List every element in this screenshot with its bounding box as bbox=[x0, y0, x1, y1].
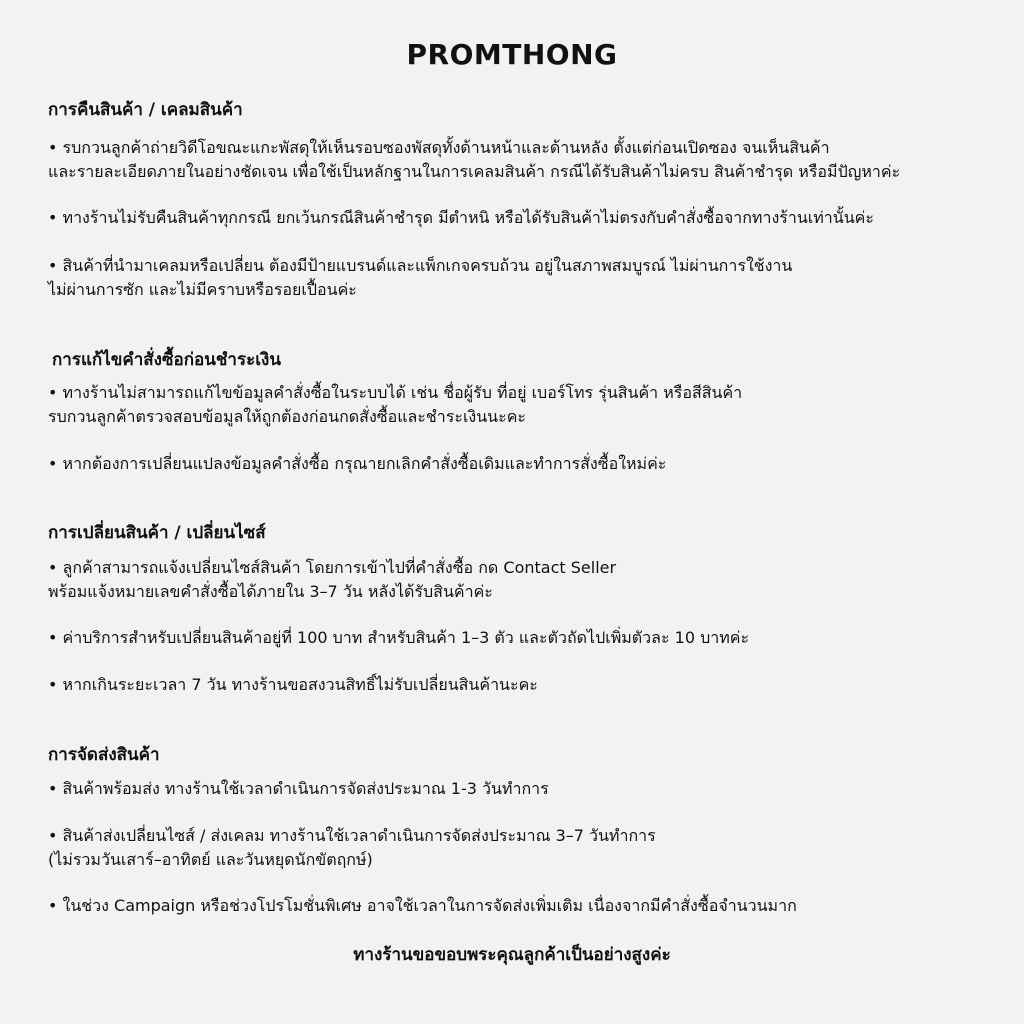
paragraph-line: • หากต้องการเปลี่ยนแปลงข้อมูลคำสั่งซื้อ กรุณายกเลิกคำสั่งซื้อเดิมและทำการสั่งซื้อใหม่ค่ะ bbox=[48, 454, 667, 473]
brand-title: PROMTHONG bbox=[406, 38, 618, 71]
returns-paragraph-video bbox=[48, 136, 900, 184]
shipping-paragraph-ready-stock bbox=[48, 777, 549, 801]
paragraph-line: • สินค้าที่นำมาเคลมหรือเปลี่ยน ต้องมีป้ายแบรนด์และแพ็กเกจครบถ้วน อยู่ในสภาพสมบูรณ์ ไม่ผ่านการใช้งาน bbox=[48, 256, 793, 275]
paragraph-line: • ค่าบริการสำหรับเปลี่ยนสินค้าอยู่ที่ 100 บาท สำหรับสินค้า 1–3 ตัว และตัวถัดไปเพิ่มตัวละ 10 บาทค่ะ bbox=[48, 628, 750, 647]
shipping-paragraph-exchange-claim bbox=[48, 824, 656, 872]
paragraph-line: • หากเกินระยะเวลา 7 วัน ทางร้านขอสงวนสิทธิ์ไม่รับเปลี่ยนสินค้านะคะ bbox=[48, 675, 538, 694]
section-heading-returns: การคืนสินค้า / เคลมสินค้า bbox=[48, 100, 243, 120]
returns-paragraph-condition bbox=[48, 254, 792, 302]
exchange-paragraph-how bbox=[48, 556, 616, 604]
paragraph-line: • รบกวนลูกค้าถ่ายวิดีโอขณะแกะพัสดุให้เห็นรอบซองพัสดุทั้งด้านหน้าและด้านหลัง ตั้งแต่ก่อนเปิดซอง จนเห็นสินค้า bbox=[48, 138, 830, 157]
exchange-paragraph-fee bbox=[48, 626, 749, 650]
section-heading-exchange: การเปลี่ยนสินค้า / เปลี่ยนไซส์ bbox=[48, 523, 266, 543]
paragraph-line: • ลูกค้าสามารถแจ้งเปลี่ยนไซส์สินค้า โดยการเข้าไปที่คำสั่งซื้อ กด Contact Seller bbox=[48, 558, 617, 577]
paragraph-line: พร้อมแจ้งหมายเลขคำสั่งซื้อได้ภายใน 3–7 วัน หลังได้รับสินค้าค่ะ bbox=[48, 582, 493, 601]
section-heading-shipping: การจัดส่งสินค้า bbox=[48, 745, 160, 765]
shipping-paragraph-campaign bbox=[48, 894, 797, 918]
paragraph-line: และรายละเอียดภายในอย่างชัดเจน เพื่อใช้เป็นหลักฐานในการเคลมสินค้า กรณีได้รับสินค้าไม่ครบ สินค้าชำรุด หรือมีปัญหาค่ะ bbox=[48, 162, 901, 181]
thank-you-footer: ทางร้านขอขอบพระคุณลูกค้าเป็นอย่างสูงค่ะ bbox=[353, 945, 671, 965]
section-heading-order-edit: การแก้ไขคำสั่งซื้อก่อนชำระเงิน bbox=[52, 350, 281, 370]
paragraph-line: รบกวนลูกค้าตรวจสอบข้อมูลให้ถูกต้องก่อนกดสั่งซื้อและชำระเงินนะคะ bbox=[48, 407, 527, 426]
exchange-paragraph-time-limit bbox=[48, 673, 538, 697]
paragraph-line: • ทางร้านไม่สามารถแก้ไขข้อมูลคำสั่งซื้อในระบบได้ เช่น ชื่อผู้รับ ที่อยู่ เบอร์โทร รุ่นสินค้า หรือสีสินค้า bbox=[48, 383, 743, 402]
returns-paragraph-no-return bbox=[48, 206, 874, 230]
paragraph-line: • สินค้าพร้อมส่ง ทางร้านใช้เวลาดำเนินการจัดส่งประมาณ 1-3 วันทำการ bbox=[48, 779, 549, 798]
paragraph-line: (ไม่รวมวันเสาร์–อาทิตย์ และวันหยุดนักขัตฤกษ์) bbox=[48, 850, 373, 869]
paragraph-line: • สินค้าส่งเปลี่ยนไซส์ / ส่งเคลม ทางร้านใช้เวลาดำเนินการจัดส่งประมาณ 3–7 วันทำการ bbox=[48, 826, 656, 845]
order-edit-paragraph-reorder bbox=[48, 452, 666, 476]
paragraph-line: ไม่ผ่านการซัก และไม่มีคราบหรือรอยเปื้อนค่ะ bbox=[48, 280, 357, 299]
paragraph-line: • ทางร้านไม่รับคืนสินค้าทุกกรณี ยกเว้นกรณีสินค้าชำรุด มีตำหนิ หรือได้รับสินค้าไม่ตรงกับคำสั่งซื้อจากทางร้านเท่านั้นค่ะ bbox=[48, 208, 874, 227]
order-edit-paragraph-cannot-edit bbox=[48, 381, 742, 429]
paragraph-line: • ในช่วง Campaign หรือช่วงโปรโมชั่นพิเศษ อาจใช้เวลาในการจัดส่งเพิ่มเติม เนื่องจากมีคำสั่งซื้อจำนวนมาก bbox=[48, 896, 797, 915]
